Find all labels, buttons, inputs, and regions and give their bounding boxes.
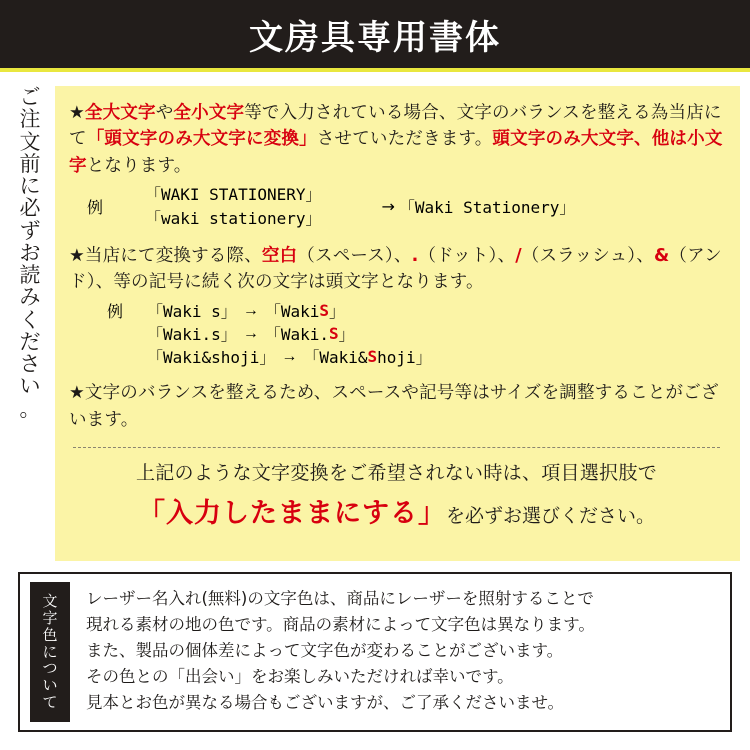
side-note-char: 必 (19, 196, 41, 221)
side-note-char: 注 (19, 107, 41, 132)
example-2-output-pre-2: 「Waki& (303, 348, 368, 368)
arrow-right-icon: → (281, 347, 298, 365)
rule-3 (69, 380, 724, 433)
example-2-output-red-1: S (328, 324, 339, 344)
closing-line-1: 上記のような文字変換をご希望されない時は、項目選択肢で (135, 461, 658, 484)
rule-1-highlight-uppercase: 全大文字 (84, 103, 156, 123)
tab-char: 色 (42, 625, 58, 644)
example-2-row (69, 345, 724, 368)
example-1 (87, 183, 724, 231)
side-note-char: だ (19, 329, 41, 354)
side-note-char: ご (19, 85, 41, 109)
text-color-note-body (70, 574, 730, 730)
rule-2-text-b: （スペース）、 (297, 245, 412, 266)
arrow-right-icon: → (381, 197, 395, 217)
example-2-output-post-1: 」 (338, 325, 355, 345)
example-2 (69, 299, 724, 368)
side-note-char: く (19, 307, 41, 332)
example-1-output (382, 195, 576, 218)
example-2-output-pre-0: 「Waki (264, 302, 320, 322)
vertical-side-note (8, 86, 52, 566)
rule-2-highlight-slash: / (515, 245, 522, 266)
notice-panel (55, 86, 740, 561)
bullet-star-icon: ★ (69, 245, 85, 266)
side-note-char: み (19, 285, 41, 310)
example-2-output-pre-1: 「Waki. (264, 325, 329, 345)
rule-1 (69, 100, 724, 179)
example-2-output-red-2: S (367, 347, 378, 367)
tab-char: い (42, 676, 58, 695)
side-note-char: い (19, 374, 41, 399)
example-1-input-upper: 「WAKI STATIONERY」 (145, 184, 322, 204)
side-note-char: 読 (19, 263, 41, 287)
side-note-char: さ (19, 352, 41, 376)
example-1-label: 例 (87, 198, 104, 218)
example-2-input-1: 「Waki.s」 (147, 325, 237, 345)
example-2-row (69, 322, 724, 345)
note-line: また、製品の個体差によって文字色が変わることがございます。 (86, 641, 564, 661)
side-note-char: お (19, 240, 41, 265)
dashed-divider (73, 447, 720, 448)
tab-char: て (42, 692, 58, 711)
example-2-output-post-2: hoji」 (377, 348, 432, 368)
example-1-output-text: 「Waki Stationery」 (398, 198, 576, 218)
example-1-inputs (145, 183, 322, 231)
text-color-note-tab (30, 582, 70, 722)
example-2-output-post-0: 」 (329, 302, 346, 322)
side-note-char: 文 (19, 129, 41, 154)
rule-1-text-a: や (155, 103, 174, 123)
side-note-char: 。 (19, 396, 41, 421)
rule-2-text-e: （アンド）、等の記号に続く次の文字は頭文字となります。 (69, 245, 722, 292)
rule-2-highlight-space: 空白 (261, 245, 298, 266)
rule-2-highlight-amp: & (653, 245, 670, 266)
closing-line-2 (69, 491, 724, 530)
header-accent-rule (0, 68, 750, 72)
text-color-note-box (18, 572, 732, 732)
rule-1-text-c: させていただきます。 (316, 129, 493, 150)
example-1-input-lower: 「waki stationery」 (145, 208, 322, 228)
side-note-char: に (19, 174, 41, 198)
page-header (0, 0, 750, 68)
arrow-right-icon: → (242, 324, 259, 342)
tab-char: 字 (42, 609, 58, 627)
rule-2 (69, 243, 724, 296)
closing-highlight: 「入力したままにする」 (137, 497, 446, 529)
rule-1-text-d: となります。 (86, 155, 192, 176)
example-2-row (69, 299, 724, 322)
rule-2-text-c: （ドット）、 (418, 245, 516, 266)
tab-char: に (42, 642, 58, 661)
page-title: 文房具専用書体 (249, 17, 501, 58)
note-line: 見本とお色が異なる場合もございますが、ご了承くださいませ。 (86, 693, 565, 713)
note-line: その色との「出会い」をお楽しみいただければ幸いです。 (86, 667, 514, 687)
side-note-char: 前 (19, 151, 41, 176)
rule-2-text-d: （スラッシュ）、 (521, 245, 654, 266)
example-2-input-0: 「Waki s」 (147, 302, 237, 322)
tab-char: 文 (42, 592, 58, 611)
rule-1-highlight-convert: 「頭文字のみ大文字に変換」 (86, 129, 317, 150)
bullet-star-icon: ★ (69, 383, 85, 404)
rule-1-text-b: 等で入力されている場合、文字のバランスを整える為当店にて (69, 103, 722, 150)
note-line: レーザー名入れ(無料)の文字色は、商品にレーザーを照射することで (86, 589, 594, 608)
example-2-output-red-0: S (319, 301, 329, 321)
example-2-label: 例 (107, 304, 124, 322)
rule-3-text: 文字のバランスを整えるため、スペースや記号等はサイズを調整することがございます。 (69, 383, 719, 430)
closing-line-2-tail: を必ずお選びください。 (445, 504, 655, 527)
note-line: 現れる素材の地の色です。商品の素材によって文字色は異なります。 (86, 615, 595, 635)
rule-2-highlight-dot: . (411, 245, 419, 266)
arrow-right-icon: → (242, 301, 259, 319)
rule-1-highlight-lowercase: 全小文字 (173, 103, 245, 123)
rule-1-highlight-result: 頭文字のみ大文字、他は小文字 (69, 129, 723, 176)
bullet-star-icon: ★ (69, 103, 85, 123)
rule-2-text-a: 当店にて変換する際、 (84, 245, 262, 266)
example-2-input-2: 「Waki&shoji」 (147, 348, 276, 368)
side-note-char: ず (19, 218, 41, 243)
tab-char: つ (42, 659, 58, 678)
